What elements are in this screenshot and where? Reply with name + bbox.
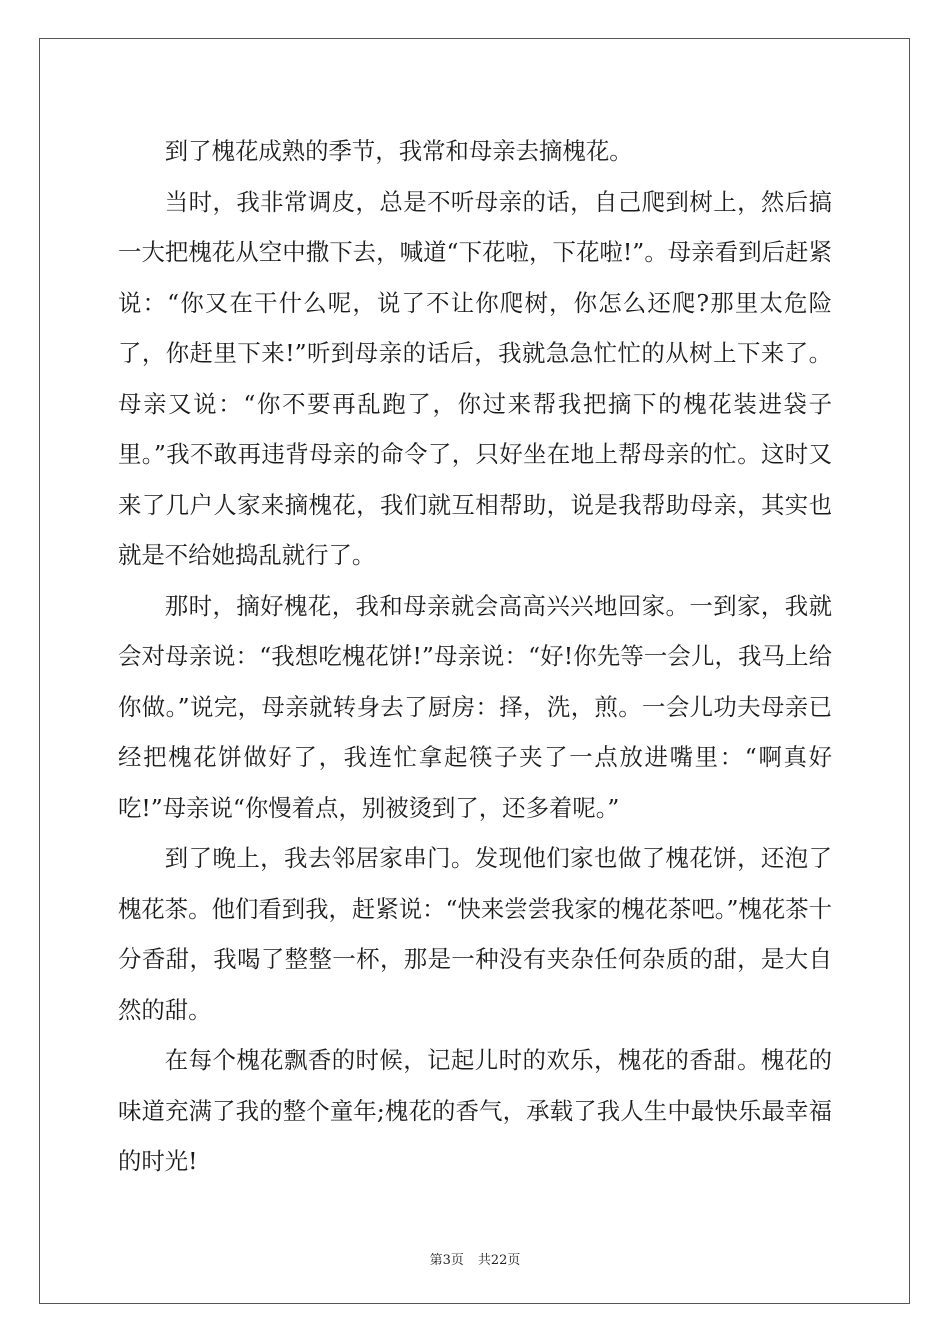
page-footer bbox=[0, 1249, 950, 1268]
document-body bbox=[118, 126, 832, 1187]
paragraph-3: 那时，摘好槐花，我和母亲就会高高兴兴地回家。一到家，我就会对母亲说：“我想吃槐花饼!”母亲说：“好!你先等一会儿，我马上给你做。”说完，母亲就转身去了厨房：择，洗，煎。一会儿功夫母亲已经把槐花饼做好了，我连忙拿起筷子夹了一点放进嘴里：“啊真好吃!”母亲说“你慢着点，别被烫到了，还多着呢。” bbox=[118, 591, 832, 822]
paragraph-2: 当时，我非常调皮，总是不听母亲的话，自己爬到树上，然后搞一大把槐花从空中撒下去，喊道“下花啦，下花啦!”。母亲看到后赶紧说：“你又在干什么呢，说了不让你爬树，你怎么还爬?那里太危险了，你赶里下来!”听到母亲的话后，我就急急忙忙的从树上下来了。母亲又说：“你不要再乱跑了，你过来帮我把摘下的槐花装进袋子里。”我不敢再违背母亲的命令了，只好坐在地上帮母亲的忙。这时又来了几户人家来摘槐花，我们就互相帮助，说是我帮助母亲，其实也就是不给她捣乱就行了。 bbox=[118, 187, 832, 569]
paragraph-5: 在每个槐花飘香的时候，记起儿时的欢乐，槐花的香甜。槐花的味道充满了我的整个童年;槐花的香气，承载了我人生中最快乐最幸福的时光! bbox=[118, 1046, 832, 1175]
page-number: 第3页 bbox=[429, 1253, 464, 1268]
paragraph-1: 到了槐花成熟的季节，我常和母亲去摘槐花。 bbox=[164, 137, 633, 165]
paragraph-4: 到了晚上，我去邻居家串门。发现他们家也做了槐花饼，还泡了槐花茶。他们看到我，赶紧说：“快来尝尝我家的槐花茶吧。”槐花茶十分香甜，我喝了整整一杯，那是一种没有夹杂任何杂质的甜，是大自然的甜。 bbox=[118, 844, 832, 1024]
page-total: 共22页 bbox=[477, 1253, 521, 1268]
